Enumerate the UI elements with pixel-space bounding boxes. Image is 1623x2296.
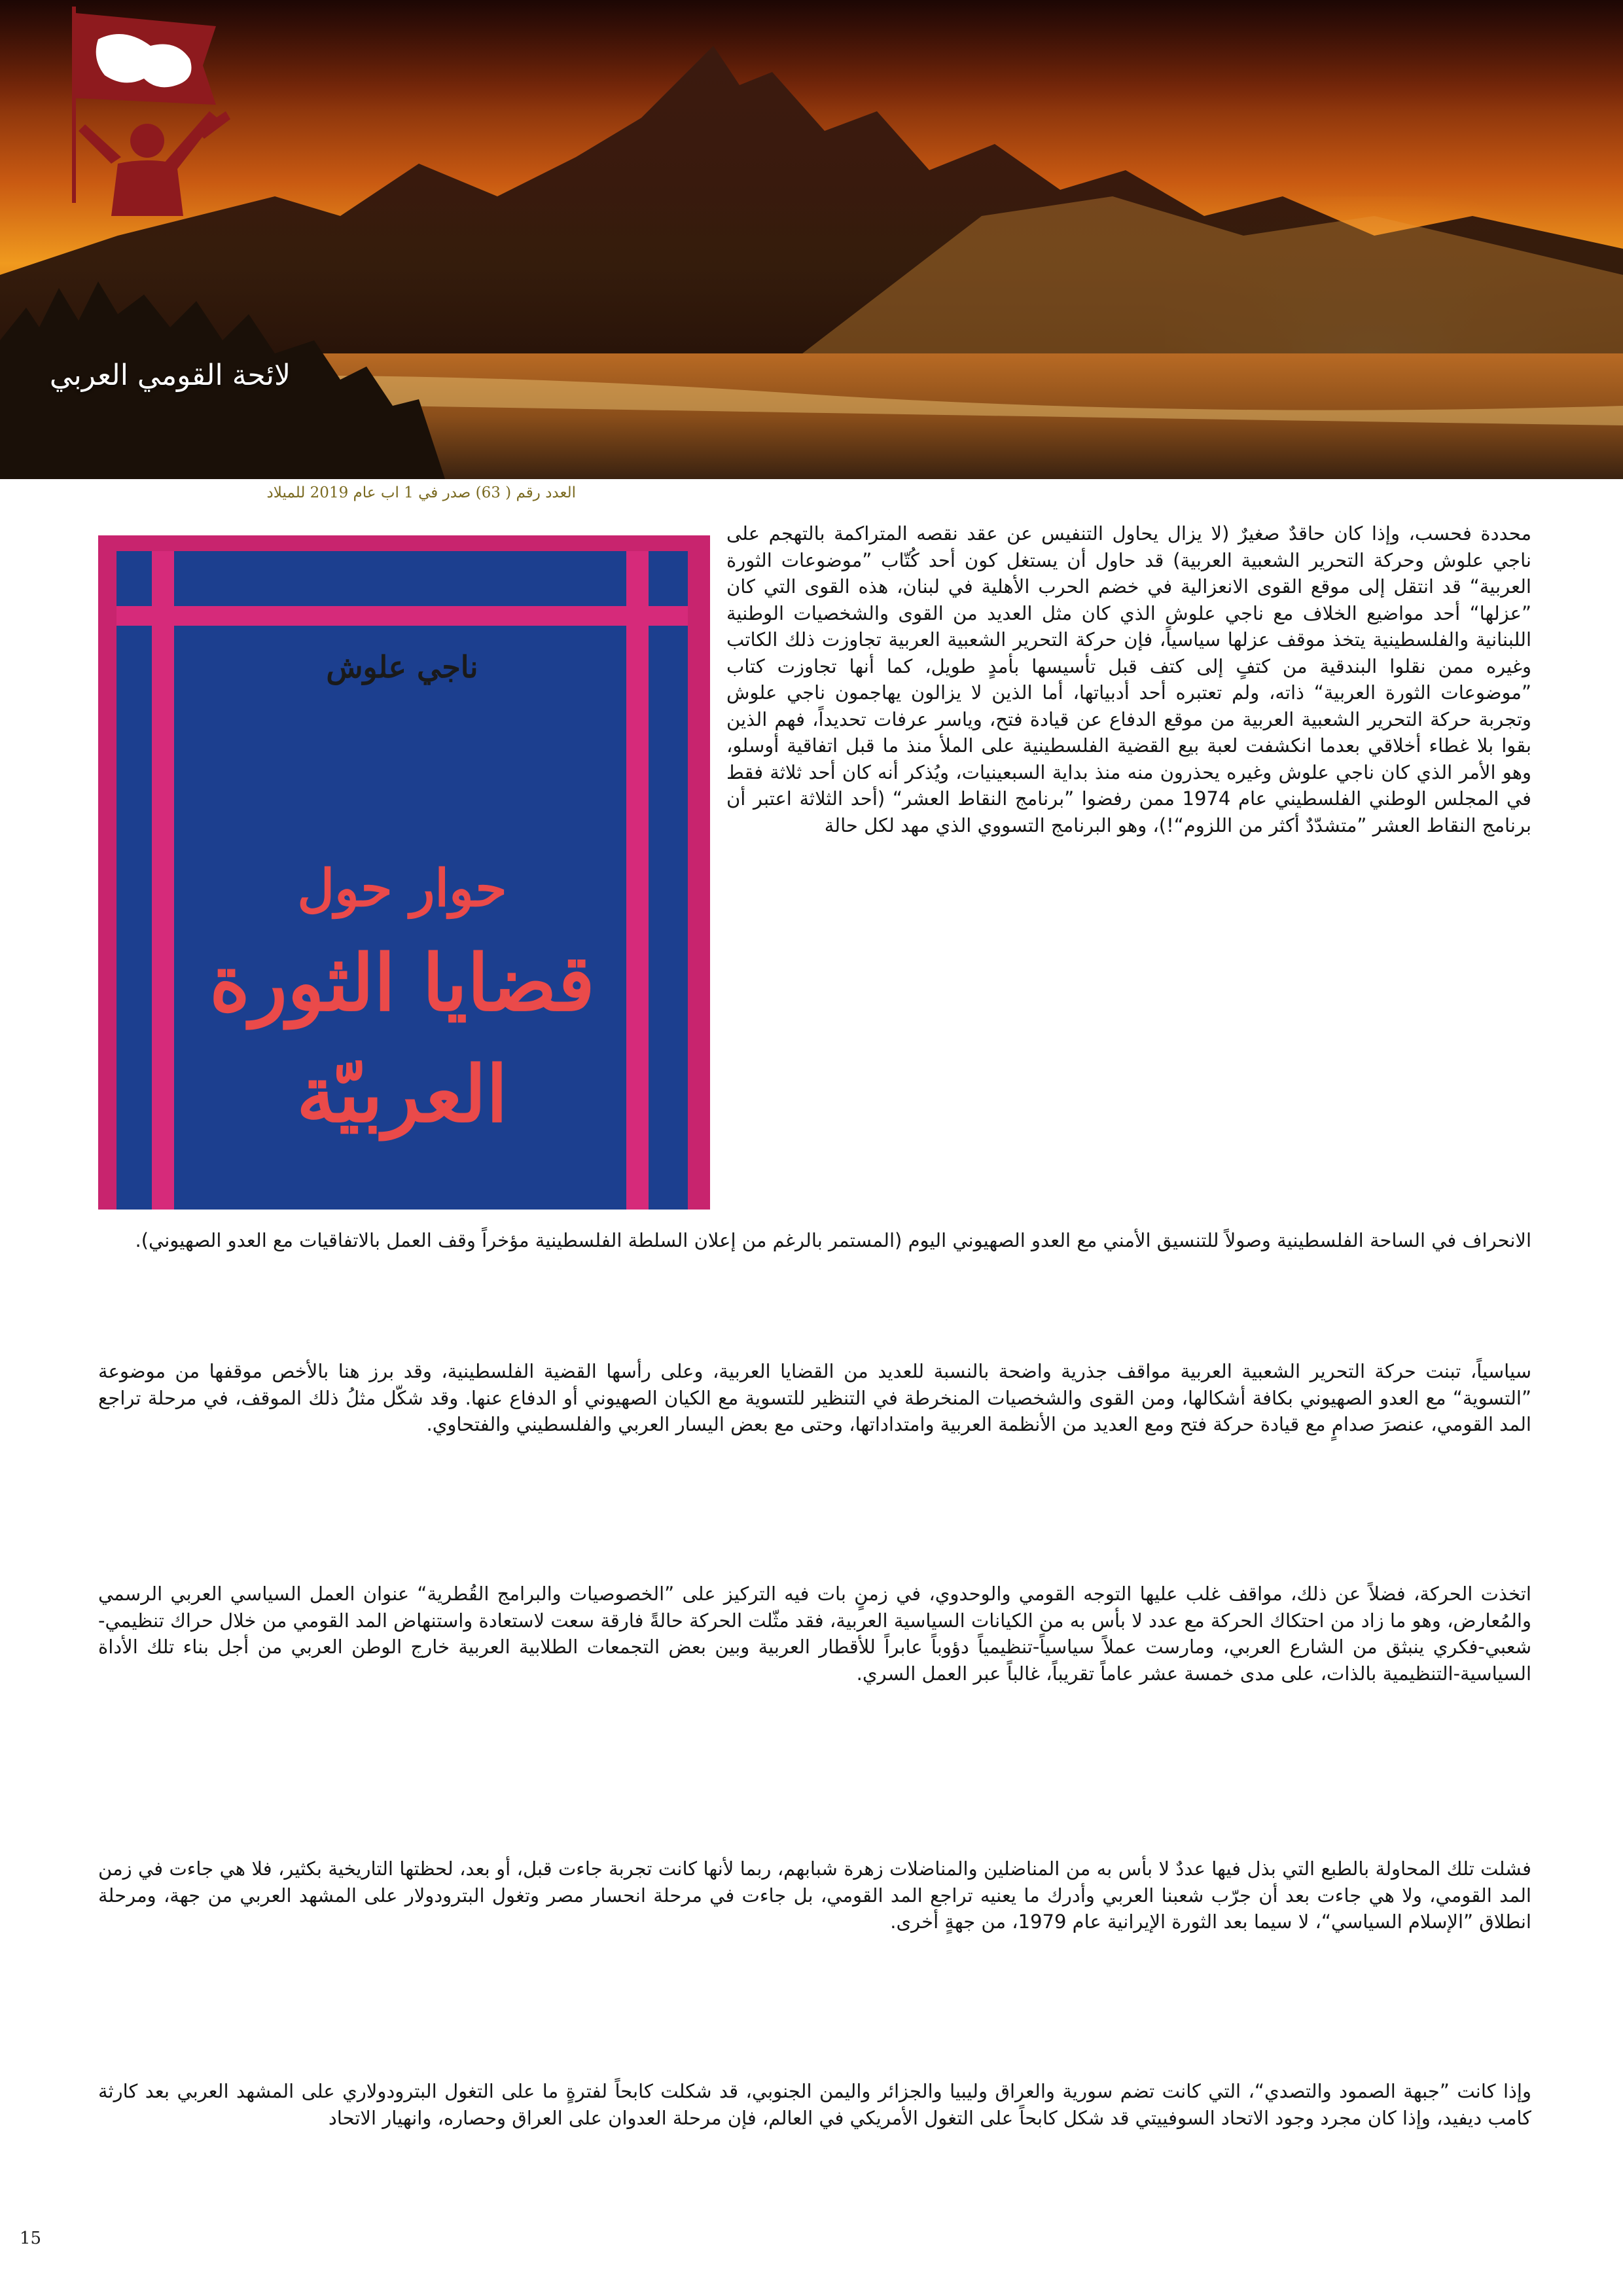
cover-title-line3: العربيّة xyxy=(296,1049,508,1139)
flag-bearer-arab-map-icon xyxy=(0,0,314,262)
article-paragraph-4: فشلت تلك المحاولة بالطبع التي بذل فيها عددٌ لا بأس به من المناضلين والمناضلات زهرة شبابهم، ربما لأنها كانت تجربة جاءت قبل، أو بعد، لحظتها التاريخية بكثير، فلا هي جاءت في زمن المد القومي، ولا هي جاءت بعد أن جرّب شعبنا العربي وأدرك ما يعنيه تراجع المد القومي، بل جاءت في مرحلة انحسار مصر وتغول البترودولار على المشهد العربي من جهة، ومرحلة انطلاق ”الإسلام السياسي“، لا سيما بعد الثورة الإيرانية عام 1979، من جهةٍ أخرى. xyxy=(98,1857,1531,1933)
page-number: 15 xyxy=(20,2229,42,2248)
book-cover xyxy=(98,535,710,1210)
article-paragraph-3: اتخذت الحركة، فضلاً عن ذلك، مواقف غلب عليها التوجه القومي والوحدوي، في زمنٍ بات فيه التركيز على ”الخصوصيات والبرامج القُطرية“ عنوان العمل السياسي العربي الرسمي والمُعارض، وهو ما زاد من احتكاك الحركة مع عدد لا بأس به من الكيانات السياسية العربية، فقد مثّلت الحركة حالةً فارقة سعت لاستعادة واستنهاض المد القومي من خلال حراك تنظيمي-شعبي-فكري ينبثق من الشارع العربي، ومارست عملاً سياسياً-تنظيمياً دؤوباً عابراً للأقطار العربية وبين بعض التجمعات الطلابية العربية خارج الوطن العربي من أجل بناء تلك الأداة السياسية-التنظيمية بالذات، على مدى خمسة عشر عاماً تقريباً، غالباً عبر العمل السري. xyxy=(98,1583,1531,1685)
article-paragraph-5: وإذا كانت ”جبهة الصمود والتصدي“، التي كانت تضم سورية والعراق وليبيا والجزائر واليمن الجنوبي، قد شكلت كابحاً لفترةٍ ما على التغول البترودولاري على المشهد العربي بعد كارثة كامب ديفيد، وإذا كان مجرد وجود الاتحاد السوفييتي قد شكل كابحاً على التغول الأمريكي في العالم، فإن مرحلة العدوان على العراق وحصاره، وانهيار الاتحاد xyxy=(98,2080,1531,2129)
cover-stripe-right xyxy=(626,551,649,1210)
cover-title-line1: حوار حول xyxy=(297,859,507,918)
issue-line: العدد رقم ( 63) صدر في 1 اب عام 2019 للميلاد xyxy=(266,484,576,501)
cover-author: ناجي علوش xyxy=(326,649,478,685)
cover-stripe-top xyxy=(116,606,688,626)
cover-background xyxy=(116,551,688,1210)
brand-name: لائحة القومي العربي xyxy=(49,359,291,392)
header-banner xyxy=(0,0,1623,479)
cover-stripe-left xyxy=(152,551,174,1210)
cover-title-line2: قضايا الثورة xyxy=(209,937,595,1028)
article-paragraph-1-continued: الانحراف في الساحة الفلسطينية وصولاً للتنسيق الأمني مع العدو الصهيوني اليوم (المستمر بالرغم من إعلان السلطة الفلسطينية مؤخراً وقف العمل بالاتفاقيات مع العدو الصهيوني). xyxy=(135,1229,1531,1251)
article-paragraph-2: سياسياً، تبنت حركة التحرير الشعبية العربية مواقف جذرية واضحة بالنسبة للعديد من القضايا العربية، وعلى رأسها القضية الفلسطينية، وقد برز هنا بالأخص موقفها من موضوعة ”التسوية“ مع العدو الصهيوني بكافة أشكالها، ومن القوى والشخصيات المنخرطة في التنظير للتسوية مع الكيان الصهيوني أو الدفاع عنها. وقد شكّل مثلُ ذلك الموقف، في مرحلة تراجع المد القومي، عنصرَ صدامٍ مع قيادة حركة فتح ومع العديد من الأنظمة العربية وامتداداتها، وحتى مع بعض اليسار العربي والفلسطيني والفتحاوي. xyxy=(98,1360,1531,1435)
article-paragraph-1: محددة فحسب، وإذا كان حاقدٌ صغيرٌ (لا يزال يحاول التنفيس عن عقد نقصه المتراكمة بالتهجم على ناجي علوش وحركة التحرير الشعبية العربية) قد حاول أن يستغل كون أحد كُتّاب ”موضوعات الثورة العربية“ قد انتقل إلى موقع القوى الانعزالية في خضم الحرب الأهلية في لبنان، هذه القوى التي كان ”عزلها“ أحد مواضيع الخلاف مع ناجي علوش الذي كان مثل العديد من القوى والشخصيات الوطنية اللبنانية والفلسطينية يتخذ موقف عزلها سياسياً، فإن حركة التحرير الشعبية العربية تجاوزت ذلك الكاتب وغيره ممن نقلوا البندقية من كتفٍ إلى كتف قبل تأسيسها بأمدٍ طويل، كما أنها تجاوزت كتاب ”موضوعات الثورة العربية“ ذاته، ولم تعتبره أحد أدبياتها، أما الذين لا يزالون يهاجمون ناجي علوش وتجربة حركة التحرير الشعبية العربية من موقع الدفاع عن قيادة فتح، وياسر عرفات تحديداً، فهم الذين بقوا بلا غطاء أخلاقي بعدما انكشفت لعبة بيع القضية الفلسطينية على الملأ منذ ما قبل اتفاقية أوسلو، وهو الأمر الذي كان ناجي علوش وغيره يحذرون منه منذ بداية السبعينيات، ويُذكر أنه كان أحد ثلاثة فقط في المجلس الوطني الفلسطيني عام 1974 ممن رفضوا ”برنامج النقاط العشر“ (أحد الثلاثة اعتبر أن برنامج النقاط العشر ”متشدّدٌ أكثر من اللزوم“!)، وهو البرنامج التسووي الذي مهد لكل حالة xyxy=(726,522,1532,836)
